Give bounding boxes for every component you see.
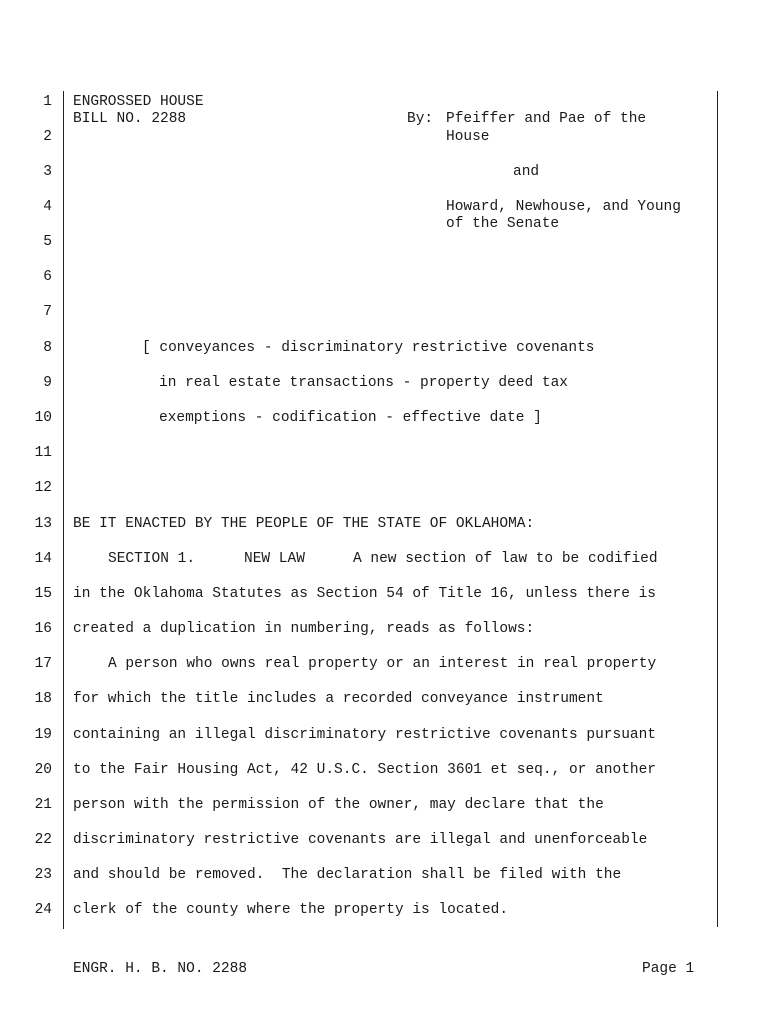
senate-authors-line2: of the Senate: [446, 216, 560, 232]
bill-subject-line: exemptions - codification - effective date ]: [159, 410, 542, 426]
house-authors-line1: Pfeiffer and Pae of the: [446, 111, 647, 127]
line-number: 24: [34, 902, 52, 918]
line-number: 14: [34, 551, 52, 567]
section-text-line: in the Oklahoma Statutes as Section 54 of Title 16, unless there is: [73, 586, 656, 602]
line-number: 9: [43, 375, 52, 391]
bill-title-line2: BILL NO. 2288: [73, 111, 187, 127]
line-number: 22: [34, 832, 52, 848]
house-authors-line2: House: [446, 129, 490, 145]
enacting-clause: BE IT ENACTED BY THE PEOPLE OF THE STATE OF OKLAHOMA:: [73, 516, 535, 532]
bill-subject-line: in real estate transactions - property deed tax: [159, 375, 568, 391]
section-text-line: created a duplication in numbering, reads as follows:: [73, 621, 535, 637]
body-text-line: to the Fair Housing Act, 42 U.S.C. Section 3601 et seq., or another: [73, 762, 656, 778]
body-text-line: person with the permission of the owner, may declare that the: [73, 797, 604, 813]
line-number: 6: [43, 269, 52, 285]
body-text-line: containing an illegal discriminatory restrictive covenants pursuant: [73, 727, 656, 743]
line-number: 19: [34, 727, 52, 743]
by-label: By:: [407, 111, 434, 127]
line-number: 11: [34, 445, 52, 461]
line-number: 17: [34, 656, 52, 672]
line-number: 2: [43, 129, 52, 145]
line-number: 3: [43, 164, 52, 180]
right-margin-rule: [717, 91, 718, 927]
body-text-line: A person who owns real property or an interest in real property: [108, 656, 657, 672]
line-number: 4: [43, 199, 52, 215]
new-law-label: NEW LAW: [244, 551, 305, 567]
line-number: 1: [43, 94, 52, 110]
footer-page-number: Page 1: [642, 961, 695, 977]
section-label: SECTION 1.: [108, 551, 196, 567]
line-number: 21: [34, 797, 52, 813]
line-number: 8: [43, 340, 52, 356]
section-text-line: A new section of law to be codified: [353, 551, 658, 567]
line-number: 16: [34, 621, 52, 637]
body-text-line: for which the title includes a recorded conveyance instrument: [73, 691, 604, 707]
senate-authors-line1: Howard, Newhouse, and Young: [446, 199, 681, 215]
footer-bill-reference: ENGR. H. B. NO. 2288: [73, 961, 248, 977]
line-number: 5: [43, 234, 52, 250]
line-number: 10: [34, 410, 52, 426]
line-number: 20: [34, 762, 52, 778]
line-number: 18: [34, 691, 52, 707]
line-number: 13: [34, 516, 52, 532]
line-number: 23: [34, 867, 52, 883]
left-margin-rule: [63, 91, 64, 929]
bill-title-line1: ENGROSSED HOUSE: [73, 94, 204, 110]
line-number: 15: [34, 586, 52, 602]
body-text-line: and should be removed. The declaration shall be filed with the: [73, 867, 622, 883]
and-connector: and: [513, 164, 540, 180]
body-text-line: clerk of the county where the property is located.: [73, 902, 509, 918]
line-number: 7: [43, 304, 52, 320]
bill-subject-line: [ conveyances - discriminatory restrictive covenants: [142, 340, 595, 356]
line-number: 12: [34, 480, 52, 496]
body-text-line: discriminatory restrictive covenants are illegal and unenforceable: [73, 832, 648, 848]
